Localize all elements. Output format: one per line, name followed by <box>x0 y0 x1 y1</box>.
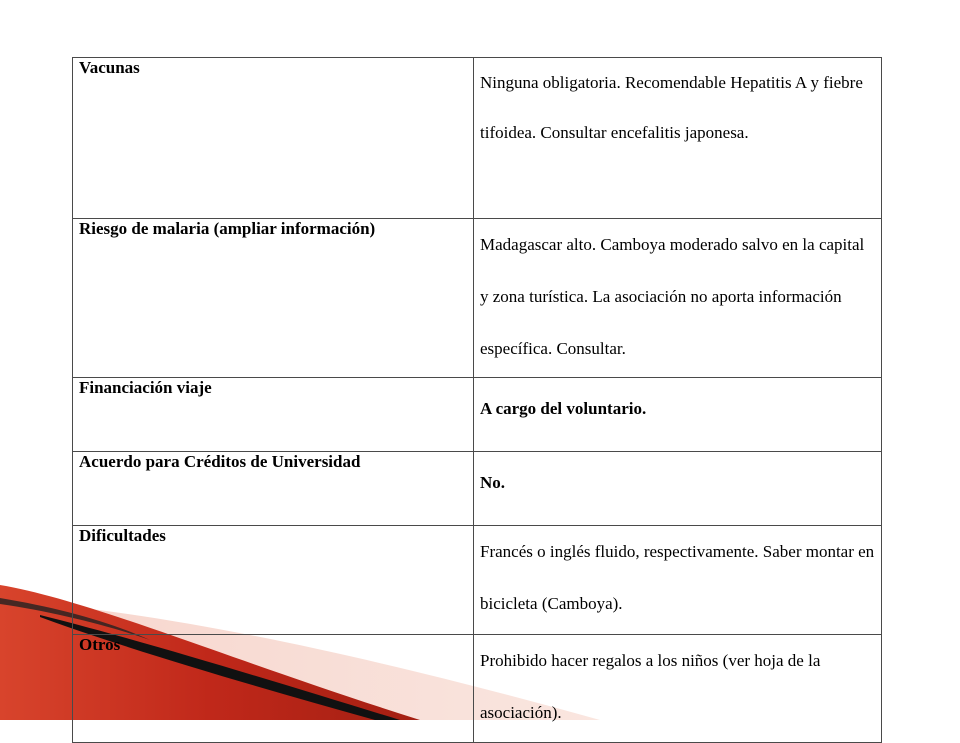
row-label-vacunas: Vacunas <box>73 58 474 219</box>
table-row <box>73 635 882 743</box>
row-value-acuerdo: No. <box>474 452 882 526</box>
table-row <box>73 526 882 635</box>
row-value-financiacion: A cargo del voluntario. <box>474 378 882 452</box>
row-value-otros: Prohibido hacer regalos a los niños (ver hoja de la asociación). <box>474 635 882 743</box>
table-row <box>73 219 882 378</box>
row-value-malaria: Madagascar alto. Camboya moderado salvo en la capital y zona turística. La asociación no aporta información específica. Consultar. <box>474 219 882 378</box>
info-table <box>72 57 882 743</box>
table-row <box>73 58 882 219</box>
table-row <box>73 378 882 452</box>
row-label-financiacion: Financiación viaje <box>73 378 474 452</box>
row-label-malaria: Riesgo de malaria (ampliar información) <box>73 219 474 378</box>
row-label-otros: Otros <box>73 635 474 743</box>
row-label-acuerdo: Acuerdo para Créditos de Universidad <box>73 452 474 526</box>
row-value-dificultades: Francés o inglés fluido, respectivamente. Saber montar en bicicleta (Camboya). <box>474 526 882 635</box>
row-value-vacunas: Ninguna obligatoria. Recomendable Hepatitis A y fiebre tifoidea. Consultar encefalitis japonesa. <box>474 58 882 219</box>
table-row <box>73 452 882 526</box>
row-label-dificultades: Dificultades <box>73 526 474 635</box>
